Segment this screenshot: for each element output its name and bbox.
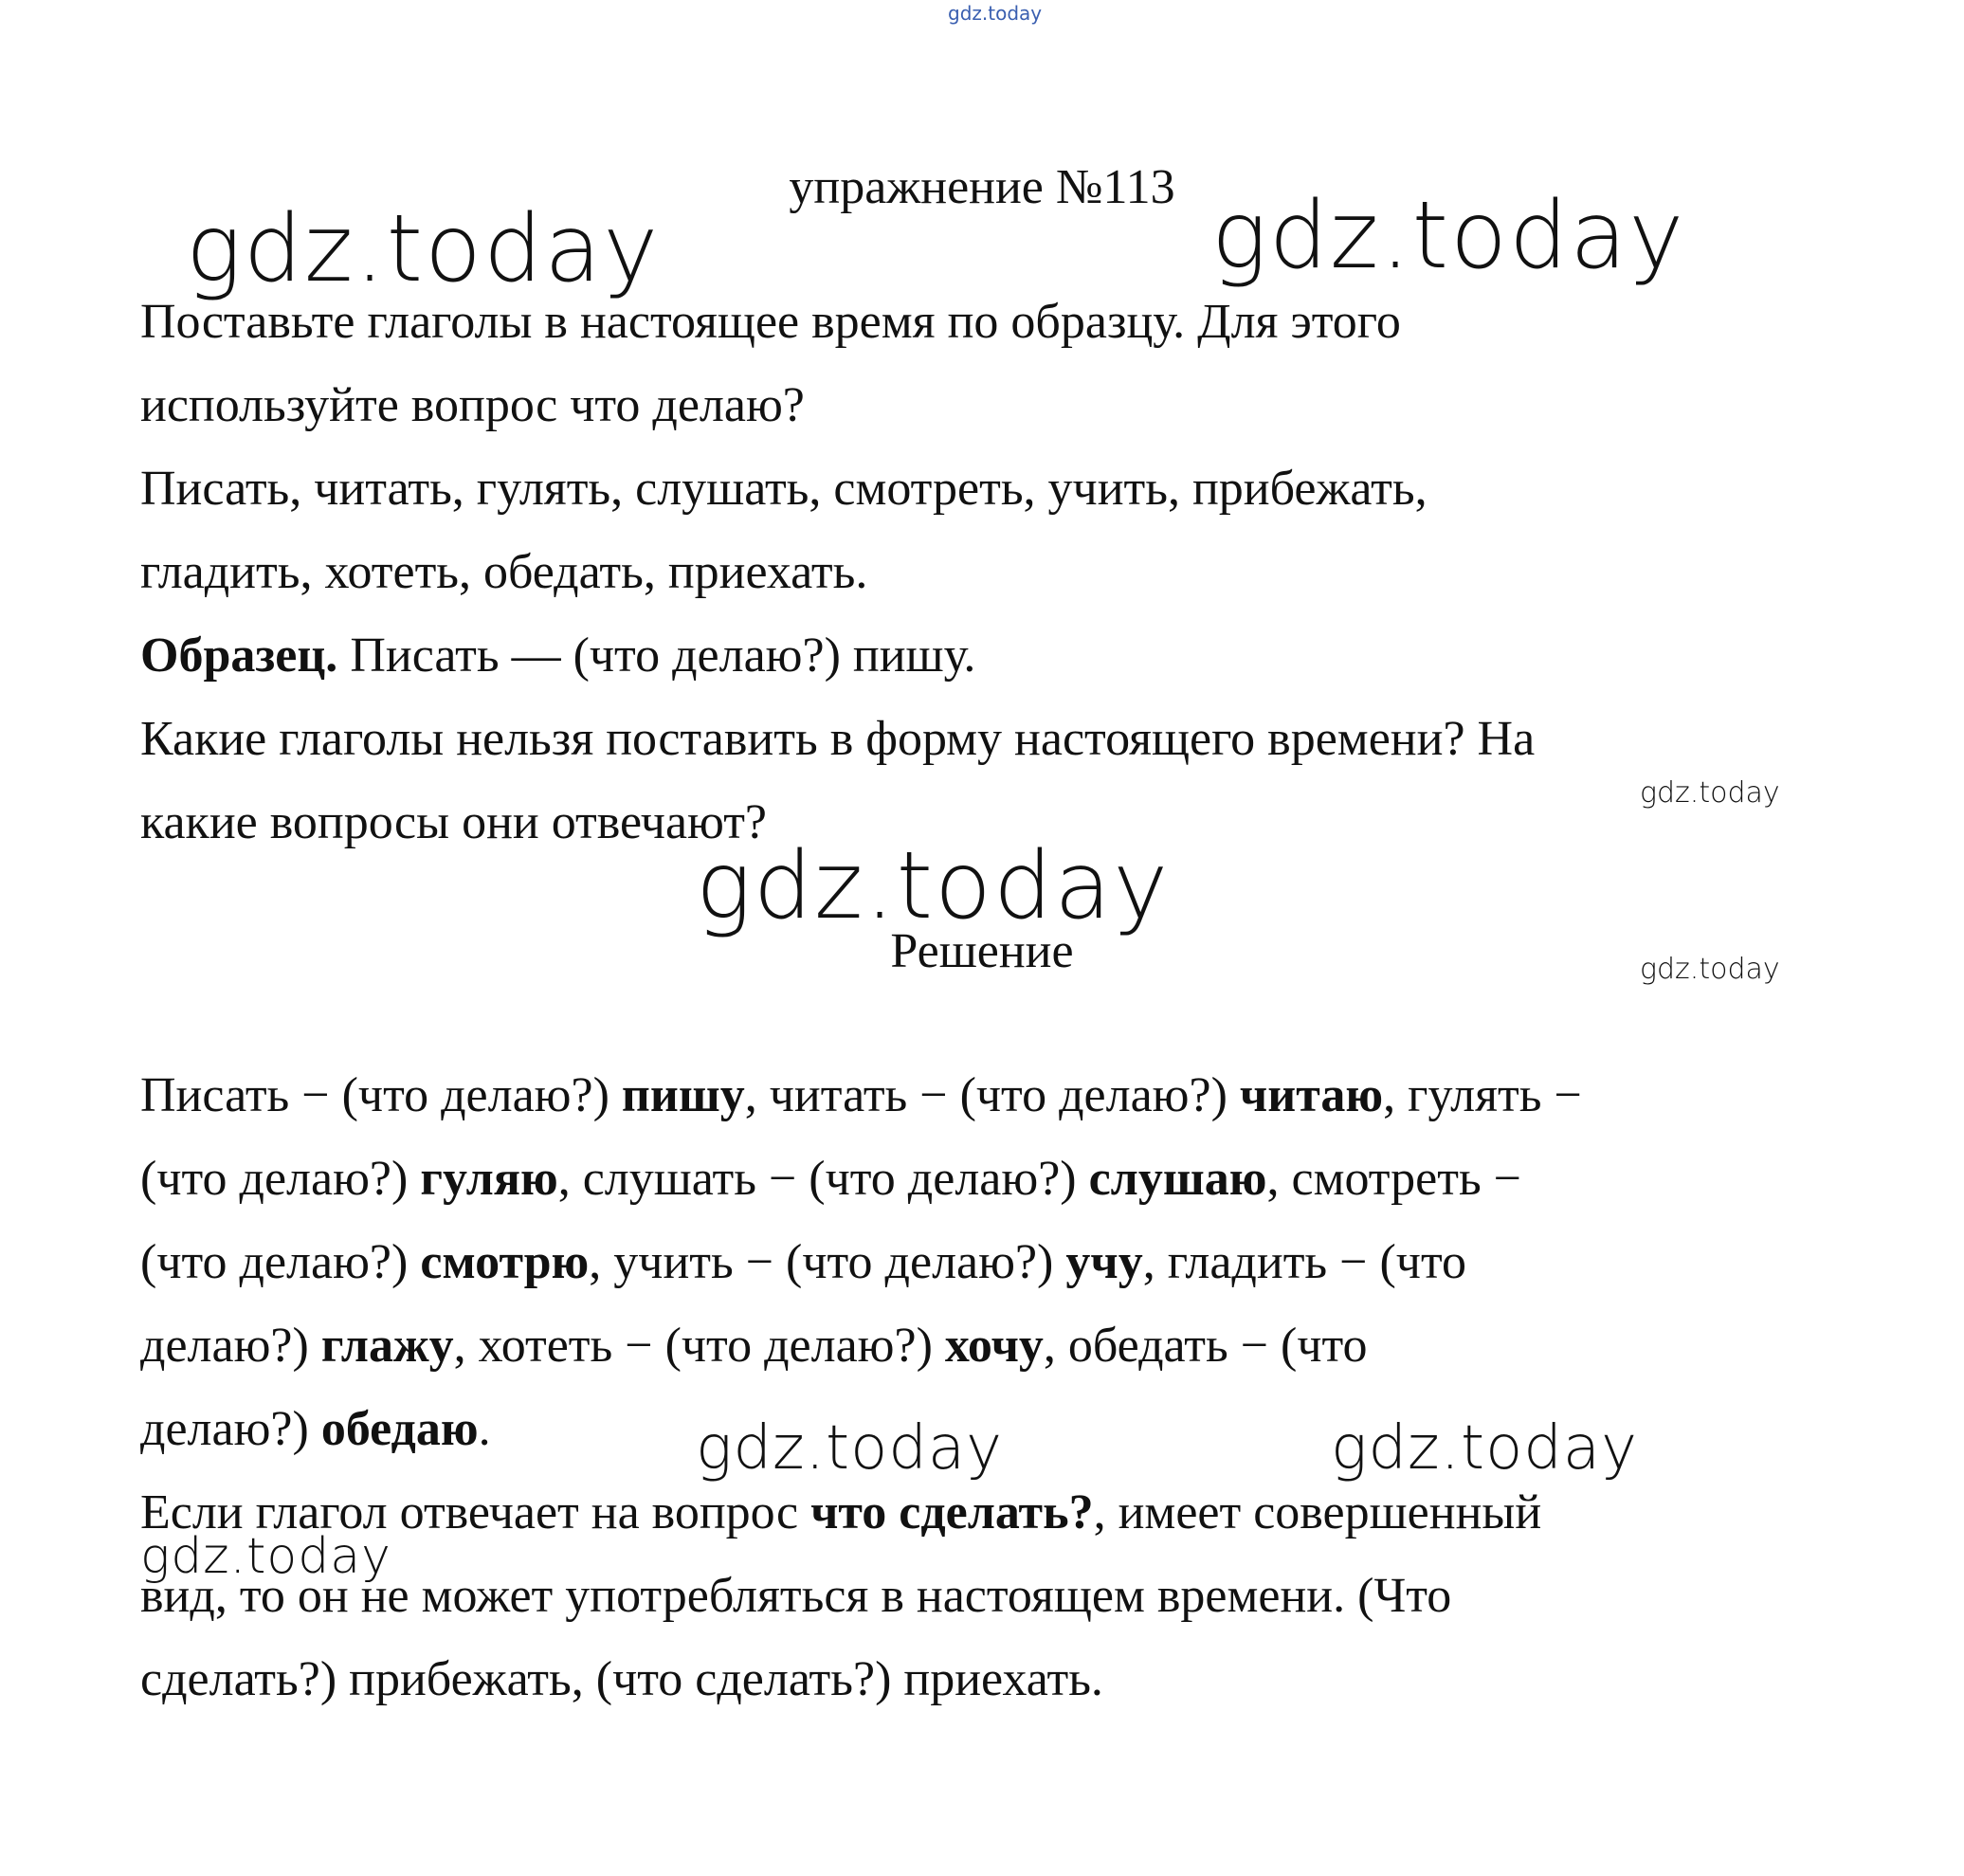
watermark-big-center: gdz.today: [696, 832, 1171, 940]
answer-line: делаю?) обедаю.: [140, 1402, 491, 1456]
watermark-small-right-2: gdz.today: [1640, 953, 1780, 986]
answer-line: (что делаю?) гуляю, слушать − (что делаю?) слушаю, смотреть −: [140, 1152, 1521, 1206]
sample-label: Образец.: [140, 628, 338, 683]
watermark-small-right-1: gdz.today: [1640, 776, 1780, 810]
watermark-medium-center: gdz.today: [696, 1413, 1003, 1484]
task-text: [140, 281, 1846, 865]
watermark-medium-left: gdz.today: [140, 1528, 391, 1585]
answer-text: [140, 1054, 1846, 1721]
answer-line: сделать?) прибежать, (что сделать?) приехать.: [140, 1652, 1103, 1706]
answer-line: (что делаю?) смотрю, учить − (что делаю?) учу, гладить − (что: [140, 1235, 1466, 1289]
task-line: гладить, хотеть, обедать, приехать.: [140, 545, 868, 599]
sample-text: Писать — (что делаю?) пишу.: [337, 628, 976, 683]
answer-line: вид, то он не может употребляться в настоящем времени. (Что: [140, 1569, 1452, 1623]
watermark-big-right: gdz.today: [1211, 182, 1686, 290]
solution-title: Решение: [890, 924, 1074, 978]
task-line: Писать, читать, гулять, слушать, смотреть, учить, прибежать,: [140, 462, 1428, 516]
answer-line: Если глагол отвечает на вопрос что сделать?, имеет совершенный: [140, 1485, 1542, 1539]
question-line: Какие глаголы нельзя поставить в форму настоящего времени? На: [140, 712, 1536, 766]
task-line: используйте вопрос что делаю?: [140, 378, 805, 432]
watermark-medium-right: gdz.today: [1331, 1413, 1638, 1484]
question-line: какие вопросы они отвечают?: [140, 795, 767, 849]
sample-line: [140, 614, 1846, 698]
watermark-big-left: gdz.today: [186, 195, 661, 303]
answer-line: делаю?) глажу, хотеть − (что делаю?) хочу, обедать − (что: [140, 1319, 1368, 1373]
task-line: Поставьте глаголы в настоящее время по образцу. Для этого: [140, 295, 1401, 349]
exercise-title: упражнение №113: [789, 160, 1175, 214]
answer-line: Писать − (что делаю?) пишу, читать − (что делаю?) читаю, гулять −: [140, 1068, 1582, 1122]
watermark-top: gdz.today: [948, 2, 1043, 25]
